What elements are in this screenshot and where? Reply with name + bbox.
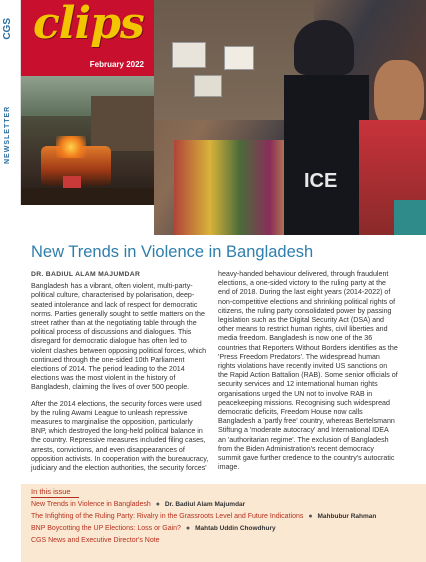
issue-date: February 2022 bbox=[89, 60, 144, 69]
cover-photo-left bbox=[21, 76, 154, 205]
protest-sign-1 bbox=[172, 42, 206, 68]
newsletter-title: clips bbox=[33, 0, 144, 49]
bullet-separator: ● bbox=[185, 525, 191, 532]
sidebar-strip bbox=[0, 0, 21, 205]
protest-sign-3 bbox=[194, 75, 222, 97]
toc-item[interactable] bbox=[31, 512, 376, 521]
toc-item-author: Mahbubur Rahman bbox=[317, 513, 377, 520]
fire-glow bbox=[56, 136, 86, 158]
cgs-logo: CGS bbox=[2, 18, 13, 40]
toc-item-title[interactable]: CGS News and Executive Director's Note bbox=[31, 537, 160, 544]
in-this-issue-heading: In this issue bbox=[31, 487, 79, 498]
in-this-issue-box bbox=[21, 484, 426, 562]
toc-item-author: Dr. Badiul Alam Majumdar bbox=[164, 501, 246, 508]
toc-item-author: Mahtab Uddin Chowdhury bbox=[195, 525, 276, 532]
police-body bbox=[284, 75, 369, 235]
article-author: DR. BADIUL ALAM MAJUMDAR bbox=[31, 271, 141, 278]
protest-sign-2 bbox=[224, 46, 254, 70]
bullet-separator: ● bbox=[155, 501, 160, 508]
masthead bbox=[21, 0, 154, 76]
police-vest-text: ICE bbox=[304, 170, 338, 192]
bullet-separator: ● bbox=[308, 513, 313, 520]
cover-photo-right bbox=[154, 0, 426, 235]
article-paragraph: heavy-handed behaviour delivered, through fraudulent elections, a one-sided victory to the ruling party at the end of 2018. During the last eight years (2014-2022) of non-competitive elections and shrinking political rights of citizens, the ruling party consolidated power by passing legislation such as the Digital Security Act (DSA) and other means to restrict human rights, civil liberties and media freedom. Bangladesh is now one of the 36 countries that Reporters Without Borders identifies as the 'Press Freedom Predators'. The widespread human rights violations have recently invited US sanctions on the Rapid Action Battalion (RAB). Some senior officials of security services and 12 international human rights organisations urged the UN not to involve RAB in peacekeeping missions. Recognising such widespread democratic deficits, Freedom House now calls Bangladesh a 'partly free' country, whereas Bertelsmann Stiftung a 'moderate autocracy' and International IDEA an 'authoritarian regime'. The exclusion of Bangladesh from the Biden Administration's recent democracy summit gave further credence to the country's autocratic image. bbox=[218, 270, 398, 472]
toc-item[interactable] bbox=[31, 524, 276, 533]
ground bbox=[21, 188, 154, 205]
article-headline: New Trends in Violence in Bangladesh bbox=[31, 243, 314, 261]
police-helmet bbox=[294, 20, 354, 75]
teal-shirt bbox=[394, 200, 426, 235]
crowd-women bbox=[174, 140, 294, 235]
article-column-right bbox=[218, 270, 398, 479]
toc-item-title[interactable]: The Infighting of the Ruling Party: Rivalry in the Grassroots Level and Future Indications bbox=[31, 513, 304, 520]
article-paragraph: After the 2014 elections, the security forces were used by the ruling Awami League to unleash repressive measures to marginalise the opposition, particularly BNP, which destroyed the long-held political balance in the country. Repressive measures included filing cases, arrests, convictions, and even disappearances of opposition activists. In cooperation with the bureaucracy, judiciary and the election authorities, the security forces' bbox=[31, 399, 209, 473]
toc-item[interactable] bbox=[31, 536, 160, 545]
building-silhouette bbox=[91, 96, 154, 151]
article-column-left bbox=[31, 270, 209, 480]
toc-item-title[interactable]: New Trends in Violence in Bangladesh bbox=[31, 501, 151, 508]
newsletter-label: NEWSLETTER bbox=[4, 105, 11, 164]
toc-item-title[interactable]: BNP Boycotting the UP Elections: Loss or Gain? bbox=[31, 525, 181, 532]
toc-item[interactable] bbox=[31, 500, 245, 509]
article-paragraph: Bangladesh has a vibrant, often violent, multi-party-political culture, characterised by polarisation, deep-seated intolerance and lack of respect for democratic norms. Parties generally sought to settle matters on the street rather than at the negotiating table through the political process of discussions and dialogues. This disregard for democratic dialogue has often led to violent clashes between opposing political forces, which continued through the one-sided 10th Parliament elections of 2014. The period leading to the 2014 elections was the most violent in the history of Bangladesh, claiming the lives of over 500 people. bbox=[31, 282, 207, 392]
